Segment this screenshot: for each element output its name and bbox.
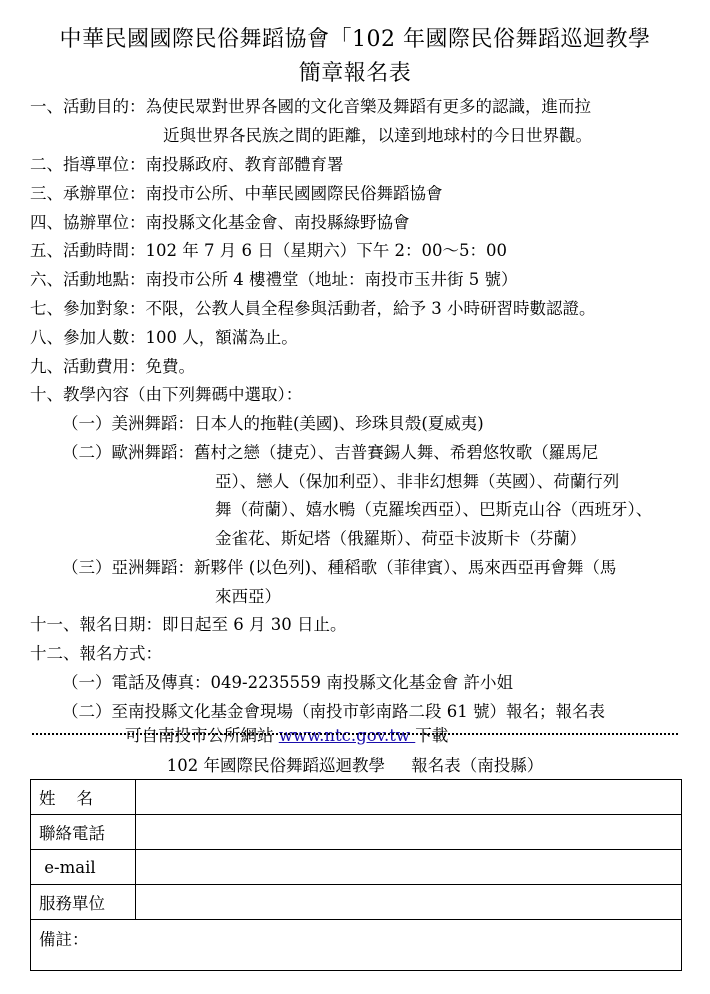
item-asia-dance: （三）亞洲舞蹈：新夥伴 (以色列)、種稻歌（菲律賓）、馬來西亞再會舞（馬 [62,558,617,577]
form-label-email: e-mail [31,850,136,885]
form-label-organization: 服務單位 [31,885,136,920]
item-content: 十、教學內容（由下列舞碼中選取）： [30,385,303,404]
cut-line-divider [32,733,678,735]
form-label-name: 姓 名 [31,780,136,815]
form-field-organization[interactable] [136,885,682,920]
website-link[interactable]: www.ntc.gov.tw [278,726,416,745]
form-note-field[interactable] [31,920,682,971]
download-suffix: 下載 [415,726,449,745]
form-row-note [31,920,682,971]
item-purpose: 一、活動目的：為使民眾對世界各國的文化音樂及舞蹈有更多的認識，進而拉 [30,97,591,116]
item-time: 五、活動時間：102 年 7 月 6 日（星期六）下午 2：00～5：00 [30,241,507,260]
form-field-phone[interactable] [136,815,682,850]
form-title: 102 年國際民俗舞蹈巡迴教學 報名表（南投縣） [166,756,544,775]
item-europe-dance-cont: 金雀花、斯妃塔（俄羅斯）、荷亞卡波斯卡（芬蘭） [215,529,587,548]
item-onsite: （二）至南投縣文化基金會現場（南投市彰南路二段 61 號）報名；報名表 [62,702,605,721]
document-title: 中華民國國際民俗舞蹈協會「102 年國際民俗舞蹈巡迴教學 [59,27,651,52]
item-co-host: 四、協辦單位：南投縣文化基金會、南投縣綠野協會 [30,213,410,232]
item-guide: 二、指導單位：南投縣政府、教育部體育署 [30,155,344,174]
download-text: 可自南投市公所網站 [125,726,279,745]
item-america-dance: （一）美洲舞蹈：日本人的拖鞋(美國)、珍珠貝殼(夏威夷) [62,414,484,433]
document-subtitle: 簡章報名表 [298,61,412,86]
form-row-organization [31,885,682,920]
form-row-name [31,780,682,815]
form-row-email [31,850,682,885]
item-fee: 九、活動費用：免費。 [30,357,195,376]
form-label-note: 備註： [39,930,89,949]
item-phone: （一）電話及傳真：049-2235559 南投縣文化基金會 許小姐 [62,673,514,692]
item-onsite-cont [125,723,448,749]
item-europe-dance-cont: 亞）、戀人（保加利亞）、非非幻想舞（英國）、荷蘭行列 [215,472,620,491]
item-host: 三、承辦單位：南投市公所、中華民國國際民俗舞蹈協會 [30,184,443,203]
item-purpose-cont: 近與世界各民族之間的距離，以達到地球村的今日世界觀。 [163,126,592,145]
item-asia-dance-cont: 來西亞） [215,587,281,606]
item-count: 八、參加人數：100 人，額滿為止。 [30,328,298,347]
item-method: 十二、報名方式： [30,644,162,663]
form-field-email[interactable] [136,850,682,885]
item-place: 六、活動地點：南投市公所 4 樓禮堂（地址：南投市玉井街 5 號） [30,270,518,289]
item-target: 七、參加對象：不限，公教人員全程參與活動者，給予 3 小時研習時數認證。 [30,299,596,318]
item-deadline: 十一、報名日期：即日起至 6 月 30 日止。 [30,615,347,634]
registration-form-table [30,779,682,971]
form-label-phone: 聯絡電話 [31,815,136,850]
form-row-phone [31,815,682,850]
item-europe-dance: （二）歐洲舞蹈：舊村之戀（捷克）、吉普賽錫人舞、希碧悠牧歌（羅馬尼 [62,443,599,462]
form-field-name[interactable] [136,780,682,815]
item-europe-dance-cont: 舞（荷蘭）、嬉水鴨（克羅埃西亞）、巴斯克山谷（西班牙）、 [215,500,653,519]
